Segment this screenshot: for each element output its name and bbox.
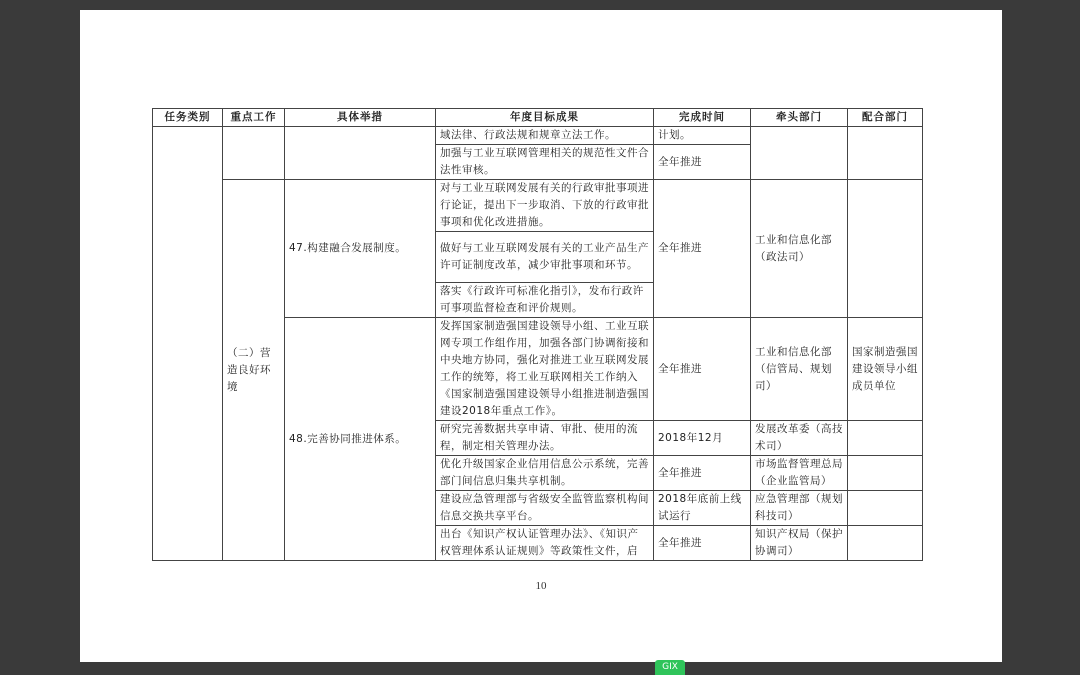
lead-cell: 发展改革委（高技术司）	[751, 421, 848, 456]
time-cell: 全年推进	[654, 318, 751, 421]
measure-cell: 47.构建融合发展制度。	[285, 180, 436, 318]
col-header-coop-dept: 配合部门	[848, 109, 923, 127]
coop-cell: 国家制造强国建设领导小组成员单位	[848, 318, 923, 421]
key-work-label: （二）营造良好环境	[227, 346, 271, 393]
table-row	[153, 180, 923, 232]
target-cell: 发挥国家制造强国建设领导小组、工业互联网专项工作组作用，加强各部门协调衔接和中央地方协同，强化对推进工业互联网发展工作的统筹，将工业互联网相关工作纳入《国家制造强国建设领导小组推进制造强国建设2018年重点工作》。	[436, 318, 654, 421]
lead-cell: 市场监督管理总局（企业监管局）	[751, 456, 848, 491]
lead-cell: 工业和信息化部（政法司）	[751, 180, 848, 318]
category-cell	[153, 127, 223, 561]
table-header-row	[153, 109, 923, 127]
time-cell: 全年推进	[654, 456, 751, 491]
measure-cell-empty	[285, 127, 436, 180]
time-cell: 全年推进	[654, 145, 751, 180]
target-cell: 加强与工业互联网管理相关的规范性文件合法性审核。	[436, 145, 654, 180]
task-table	[152, 108, 923, 561]
target-cell: 对与工业互联网发展有关的行政审批事项进行论证，提出下一步取消、下放的行政审批事项和优化改进措施。	[436, 180, 654, 232]
col-header-lead-dept: 牵头部门	[751, 109, 848, 127]
page-number: 10	[535, 580, 547, 592]
document-page	[80, 10, 1002, 662]
time-cell: 2018年底前上线试运行	[654, 491, 751, 526]
coop-cell-empty	[848, 421, 923, 456]
coop-cell-empty	[848, 526, 923, 561]
lead-cell: 应急管理部（规划科技司）	[751, 491, 848, 526]
time-cell: 2018年12月	[654, 421, 751, 456]
time-cell: 全年推进	[654, 180, 751, 318]
col-header-completion-time: 完成时间	[654, 109, 751, 127]
target-cell: 优化升级国家企业信用信息公示系统，完善部门间信息归集共享机制。	[436, 456, 654, 491]
measure-cell: 48.完善协同推进体系。	[285, 318, 436, 561]
target-cell: 域法律、行政法规和规章立法工作。	[436, 127, 654, 145]
coop-cell-empty	[848, 456, 923, 491]
target-cell: 建设应急管理部与省级安全监管监察机构间信息交换共享平台。	[436, 491, 654, 526]
target-cell: 研究完善数据共享申请、审批、使用的流程，制定相关管理办法。	[436, 421, 654, 456]
col-header-key-work: 重点工作	[223, 109, 285, 127]
coop-cell-empty	[848, 127, 923, 180]
col-header-annual-target: 年度目标成果	[436, 109, 654, 127]
lead-cell: 工业和信息化部（信管局、规划司）	[751, 318, 848, 421]
time-cell: 全年推进	[654, 526, 751, 561]
target-cell: 落实《行政许可标准化指引》，发布行政许可事项监督检查和评价规则。	[436, 283, 654, 318]
target-cell: 做好与工业互联网发展有关的工业产品生产许可证制度改革，减少审批事项和环节。	[436, 232, 654, 283]
app-badge-icon[interactable]: GIX	[655, 660, 685, 675]
coop-cell-empty	[848, 491, 923, 526]
lead-cell: 知识产权局（保护协调司）	[751, 526, 848, 561]
time-cell: 计划。	[654, 127, 751, 145]
table-row	[153, 127, 923, 145]
key-work-cell-empty	[223, 127, 285, 180]
target-cell: 出台《知识产权认证管理办法》、《知识产权管理体系认证规则》等政策性文件，启	[436, 526, 654, 561]
col-header-category: 任务类别	[153, 109, 223, 127]
col-header-measures: 具体举措	[285, 109, 436, 127]
lead-cell-empty	[751, 127, 848, 180]
coop-cell-empty	[848, 180, 923, 318]
key-work-cell	[223, 180, 285, 561]
